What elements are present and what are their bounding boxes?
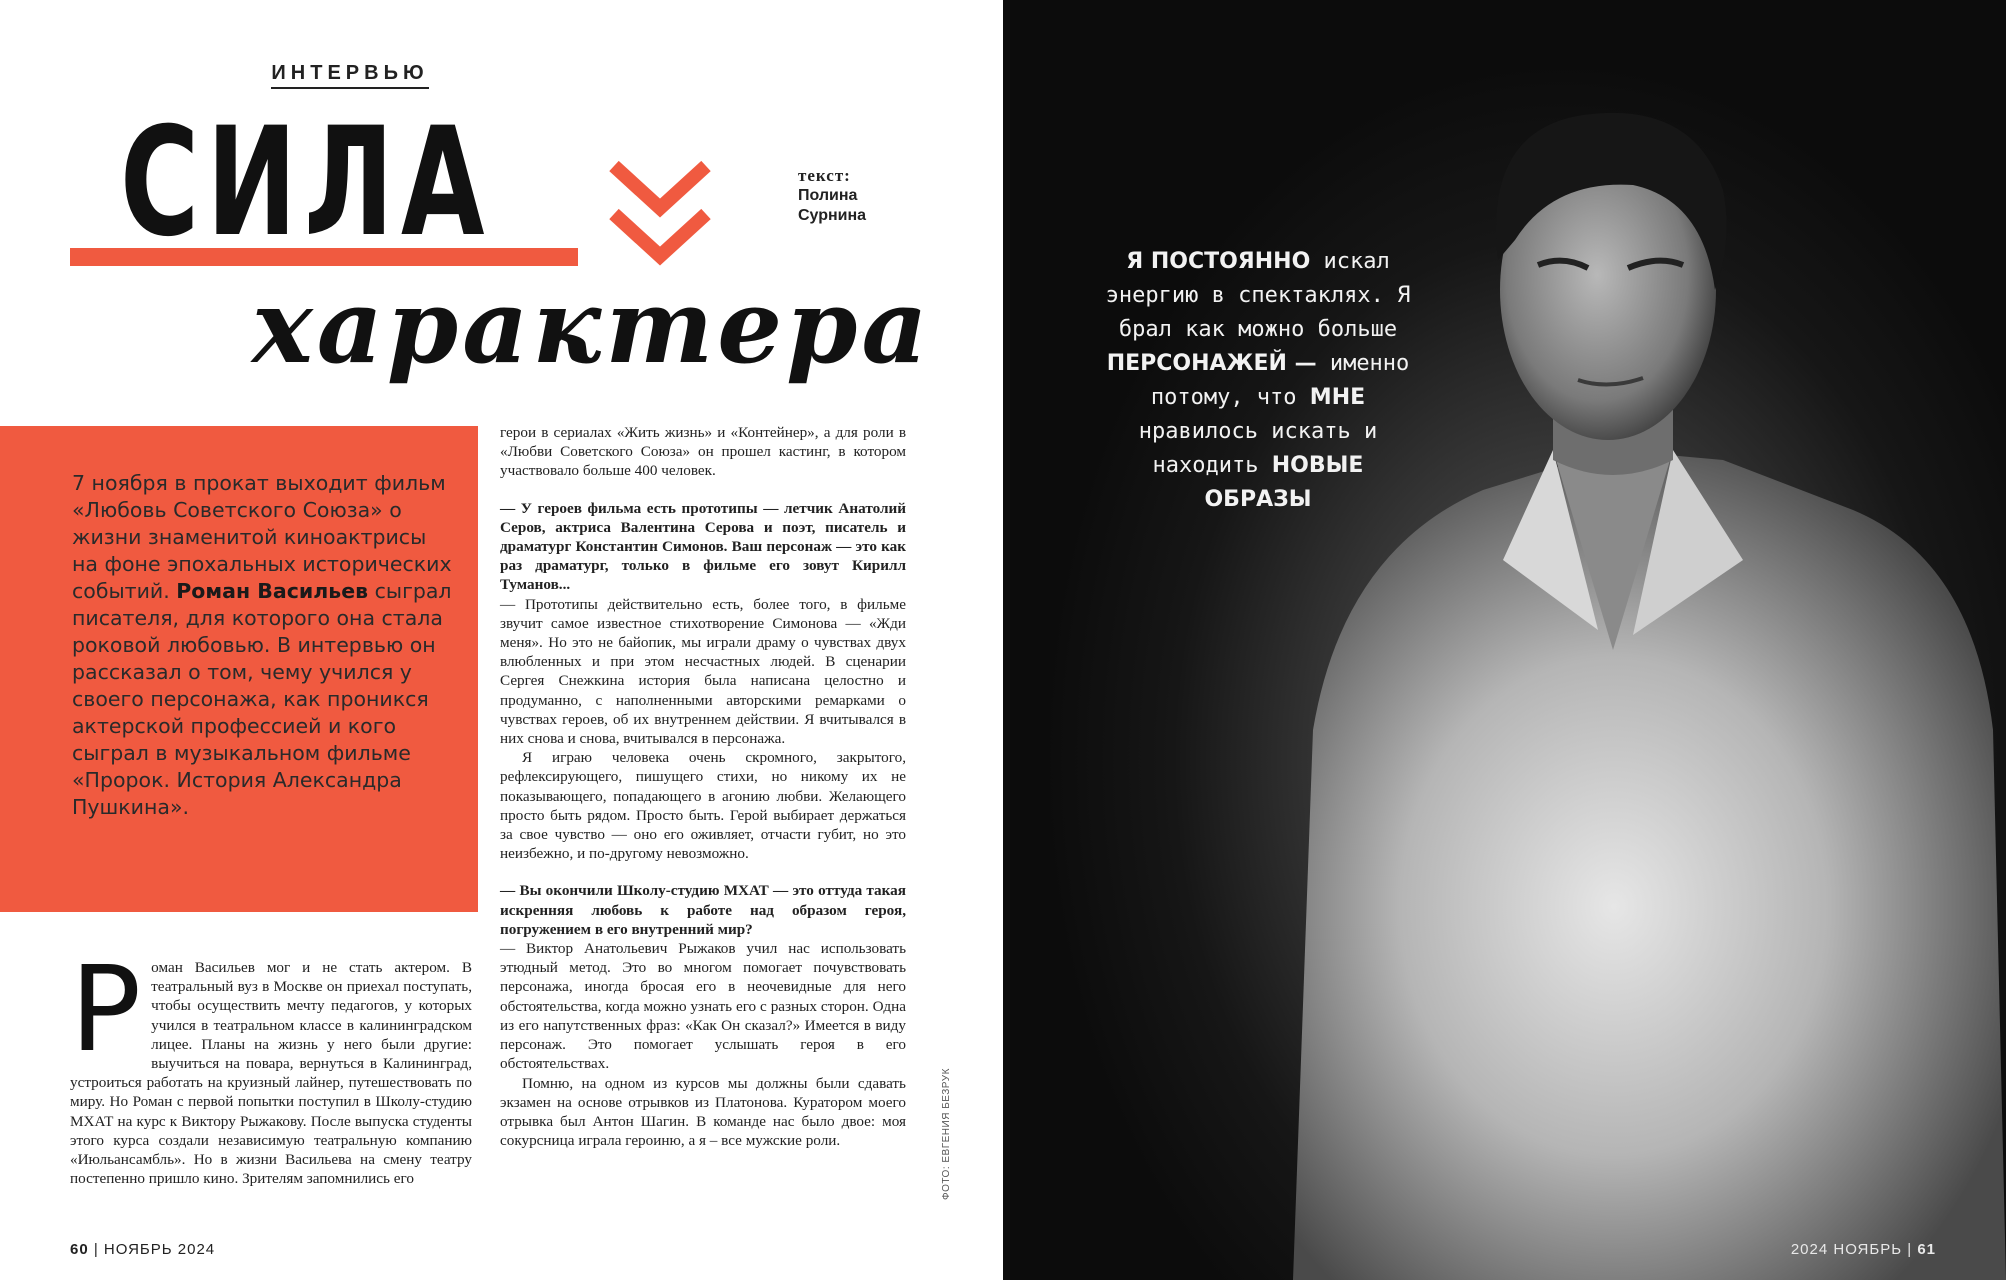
pull-quote-text: искал энергию в спектаклях. Я брал как можно больше [1105,249,1411,342]
page-folio-left [70,1241,215,1258]
lead-text-end: сыграл писателя, для которого она стала роковой любовью. В интервью он рассказал о том, чему учился у своего персонажа, как проникся актерской профессией и кого сыграл в музыкальном фильме «Пророк. История Александра Пушкина». [72,579,452,819]
folio-separator: | [1902,1241,1918,1258]
body-column-right [500,423,906,1150]
interview-answer: — Прототипы действительно есть, более того, в фильме звучит самое известное стихотворение Симонова — «Жди меня». Но это не байопик, мы играли драму о чувствах двух влюбленных и при этом несчастных людей. В сценарии Сергея Снежкина история была написана целостно и продуманно, с наполненными авторскими ремарками о чувствах героев, об их внутреннем действии. Я вчитывался в них снова и снова, вчитывался в персонажа. [500,595,906,748]
body-paragraph: герои в сериалах «Жить жизнь» и «Контейнер», а для роли в «Любви Советского Союза» он прошел кастинг, в котором участвовало больше 400 человек. [500,424,906,480]
page-number: 60 [70,1241,89,1258]
headline-line2: характера [252,267,932,387]
pull-quote-text: именно потому, что [1150,351,1410,410]
double-chevron-down-icon [608,160,712,268]
interview-answer: Помню, на одном из курсов мы должны были сдавать экзамен на основе отрывков из Платонова. Куратором моего отрывка был Антон Шагин. В команде нас было двое: моя сокурсница играла героиню, а я – все мужские роли. [500,1074,906,1150]
author-credit-label: текст: [798,166,851,185]
author-last-name: Сурнина [798,207,867,224]
pull-quote [1103,245,1413,517]
interview-answer: Я играю человека очень скромного, закрытого, рефлексирующего, пишущего стихи, но никому их не показывающего, попадающего в агонию любви. Желающего просто быть рядом. Просто быть. Герой выбирает держаться за свое чувство — оно его оживляет, отчасти губит, но это неизбежно, и по-другому невозможно. [500,749,906,863]
page-folio-right [1791,1241,1936,1258]
folio-separator: | [88,1241,104,1258]
body-left-text: оман Васильев мог и не стать актером. В театральный вуз в Москве он приехал поступать, чтобы осуществить мечту педагогов, у которых учился в театральном классе в калининградском лицее. Планы на жизнь у него были другие: выучиться на повара, вернуться в Калининград, устроиться работать на круизный лайнер, путешествовать по миру. Но Роман с первой попытки поступил в Школу-студию МХАТ на курс к Виктору Рыжакову. После выпуска студенты этого курса создали независимую театральную компанию «Июльансамбль». Но в жизни Васильева на смену театру постепенно пришло кино. Зрителям запомнились его [70,959,472,1188]
interview-answer: — Виктор Анатольевич Рыжаков учил нас использовать этюдный метод. Это во многом помогает почувствовать персонажа, иногда бросая его в неочевидные для него обстоятельства, когда можно узнать его с разных сторон. Одна из его напутственных фраз: «Как Он сказал?» Имеется в виду персонаж. Это помогает услышать героя в его обстоятельствах. [500,940,906,1073]
lead-actor-name: Роман Васильев [176,579,369,603]
body-column-left [70,940,472,1188]
author-first-name: Полина [798,187,858,204]
interview-question: — Вы окончили Школу-студию МХАТ — это оттуда такая искренняя любовь к работе над образом героя, погружением в его внутренний мир? [500,882,906,938]
issue-date: 2024 НОЯБРЬ [1790,1241,1903,1258]
pull-quote-emphasis: Я ПОСТОЯННО [1126,249,1311,274]
lead-text-start: 7 ноября в прокат выходит фильм «Любовь Советского Союза» о жизни знаменитой киноактрисы на фоне эпохальных исторических событий. [72,471,452,603]
issue-date: НОЯБРЬ 2024 [103,1241,216,1258]
headline-line1: СИЛА [120,96,492,270]
author-credit [798,166,866,226]
pull-quote-text: нравилось искать и находить [1138,419,1378,478]
section-label [0,62,700,85]
drop-cap: Р [70,940,142,1078]
pull-quote-emphasis: ПЕРСОНАЖЕЙ — [1106,351,1317,376]
pull-quote-emphasis: НОВЫЕ ОБРАЗЫ [1204,453,1364,512]
lead-paragraph [72,470,452,821]
right-page-photo [1003,0,2006,1280]
photo-credit: ФОТО: ЕВГЕНИЯ БЕЗРУК [941,1068,952,1200]
page-number: 61 [1917,1241,1936,1258]
interview-question: — У героев фильма есть прототипы — летчик Анатолий Серов, актриса Валентина Серова и поэт, писатель и драматург Константин Симонов. Ваш персонаж — это как раз драматург, только в фильме его зовут Кирилл Туманов... [500,499,906,594]
pull-quote-emphasis: МНЕ [1309,385,1366,410]
section-label-text: ИНТЕРВЬЮ [271,62,428,89]
